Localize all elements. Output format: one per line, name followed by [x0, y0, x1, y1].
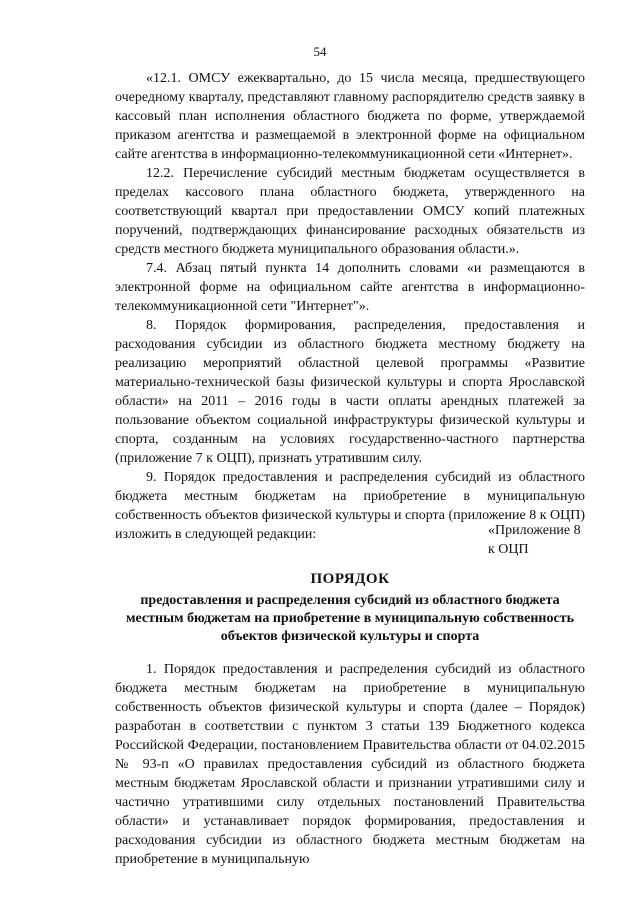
- page-number: 54: [313, 44, 327, 59]
- paragraph-12-2: 12.2. Перечисление субсидий местным бюджетам осуществляется в пределах кассового плана областного бюджета, утвержденного на соответствующий квартал при предоставлении ОМСУ копий платежных поручений, подтверждающих финансирование расходных обязательств из средств местного бюджета муниципального образования области.».: [115, 166, 585, 257]
- paragraph-12-1: «12.1. ОМСУ ежеквартально, до 15 числа месяца, предшествующего очередному кварталу, представляют главному распорядителю средств заявку в кассовый план исполнения областного бюджета по форме, утверждаемой приказом агентства и размещаемой в электронной форме на официальном сайте агентства в информационно-телекоммуникационной сети «Интернет».: [115, 71, 585, 162]
- order-paragraph-1: 1. Порядок предоставления и распределения субсидий из областного бюджета местным бюджетам на приобретение в муниципальную собственность объектов физической культуры и спорта (далее – Порядок) разработан в соответствии с пунктом 3 статьи 139 Бюджетного кодекса Российской Федерации, постановлением Правительства области от 04.02.2015 № 93-п «О правилах предоставления субсидий из областного бюджета местным бюджетам Ярославской области и признании утратившими силу и частично утратившими силу отдельных постановлений Правительства области» и устанавливает порядок формирования, предоставления и расходования субсидии из областного бюджета местным бюджетам на приобретение в муниципальную: [115, 662, 585, 867]
- paragraph-8: 8. Порядок формирования, распределения, предоставления и расходования субсидии из областного бюджета местному бюджету на реализацию мероприятий областной целевой программы «Развитие материально-технической базы физической культуры и спорта Ярославской области» на 2011 – 2016 годы в части оплаты арендных платежей за пользование объектом социальной инфраструктуры физической культуры и спорта, созданным на условиях государственно-частного партнерства (приложение 7 к ОЦП), признать утратившим силу.: [115, 318, 585, 466]
- order-title: ПОРЯДОК: [310, 571, 390, 587]
- appendix-reference: [488, 521, 618, 559]
- order-subtitle: предоставления и распределения субсидий из областного бюджета местным бюджетам на приобретение в муниципальную собственность объектов физической культуры и спорта: [126, 593, 574, 644]
- order-heading: [115, 569, 585, 646]
- appendix-reference-line-2: к ОЦП: [488, 542, 529, 557]
- order-text: [115, 660, 585, 869]
- appendix-reference-line-1: «Приложение 8: [488, 523, 581, 538]
- paragraph-9: 9. Порядок предоставления и распределения субсидий из областного бюджета местным бюджетам на приобретение в муниципальную собственность объектов физической культуры и спорта (приложение 8 к ОЦП) изложить в следующей редакции:: [115, 470, 585, 542]
- amendments-text: [115, 69, 585, 544]
- paragraph-7-4: 7.4. Абзац пятый пункта 14 дополнить словами «и размещаются в электронной форме на официальном сайте агентства в информационно-телекоммуникационной сети "Интернет"».: [115, 261, 585, 314]
